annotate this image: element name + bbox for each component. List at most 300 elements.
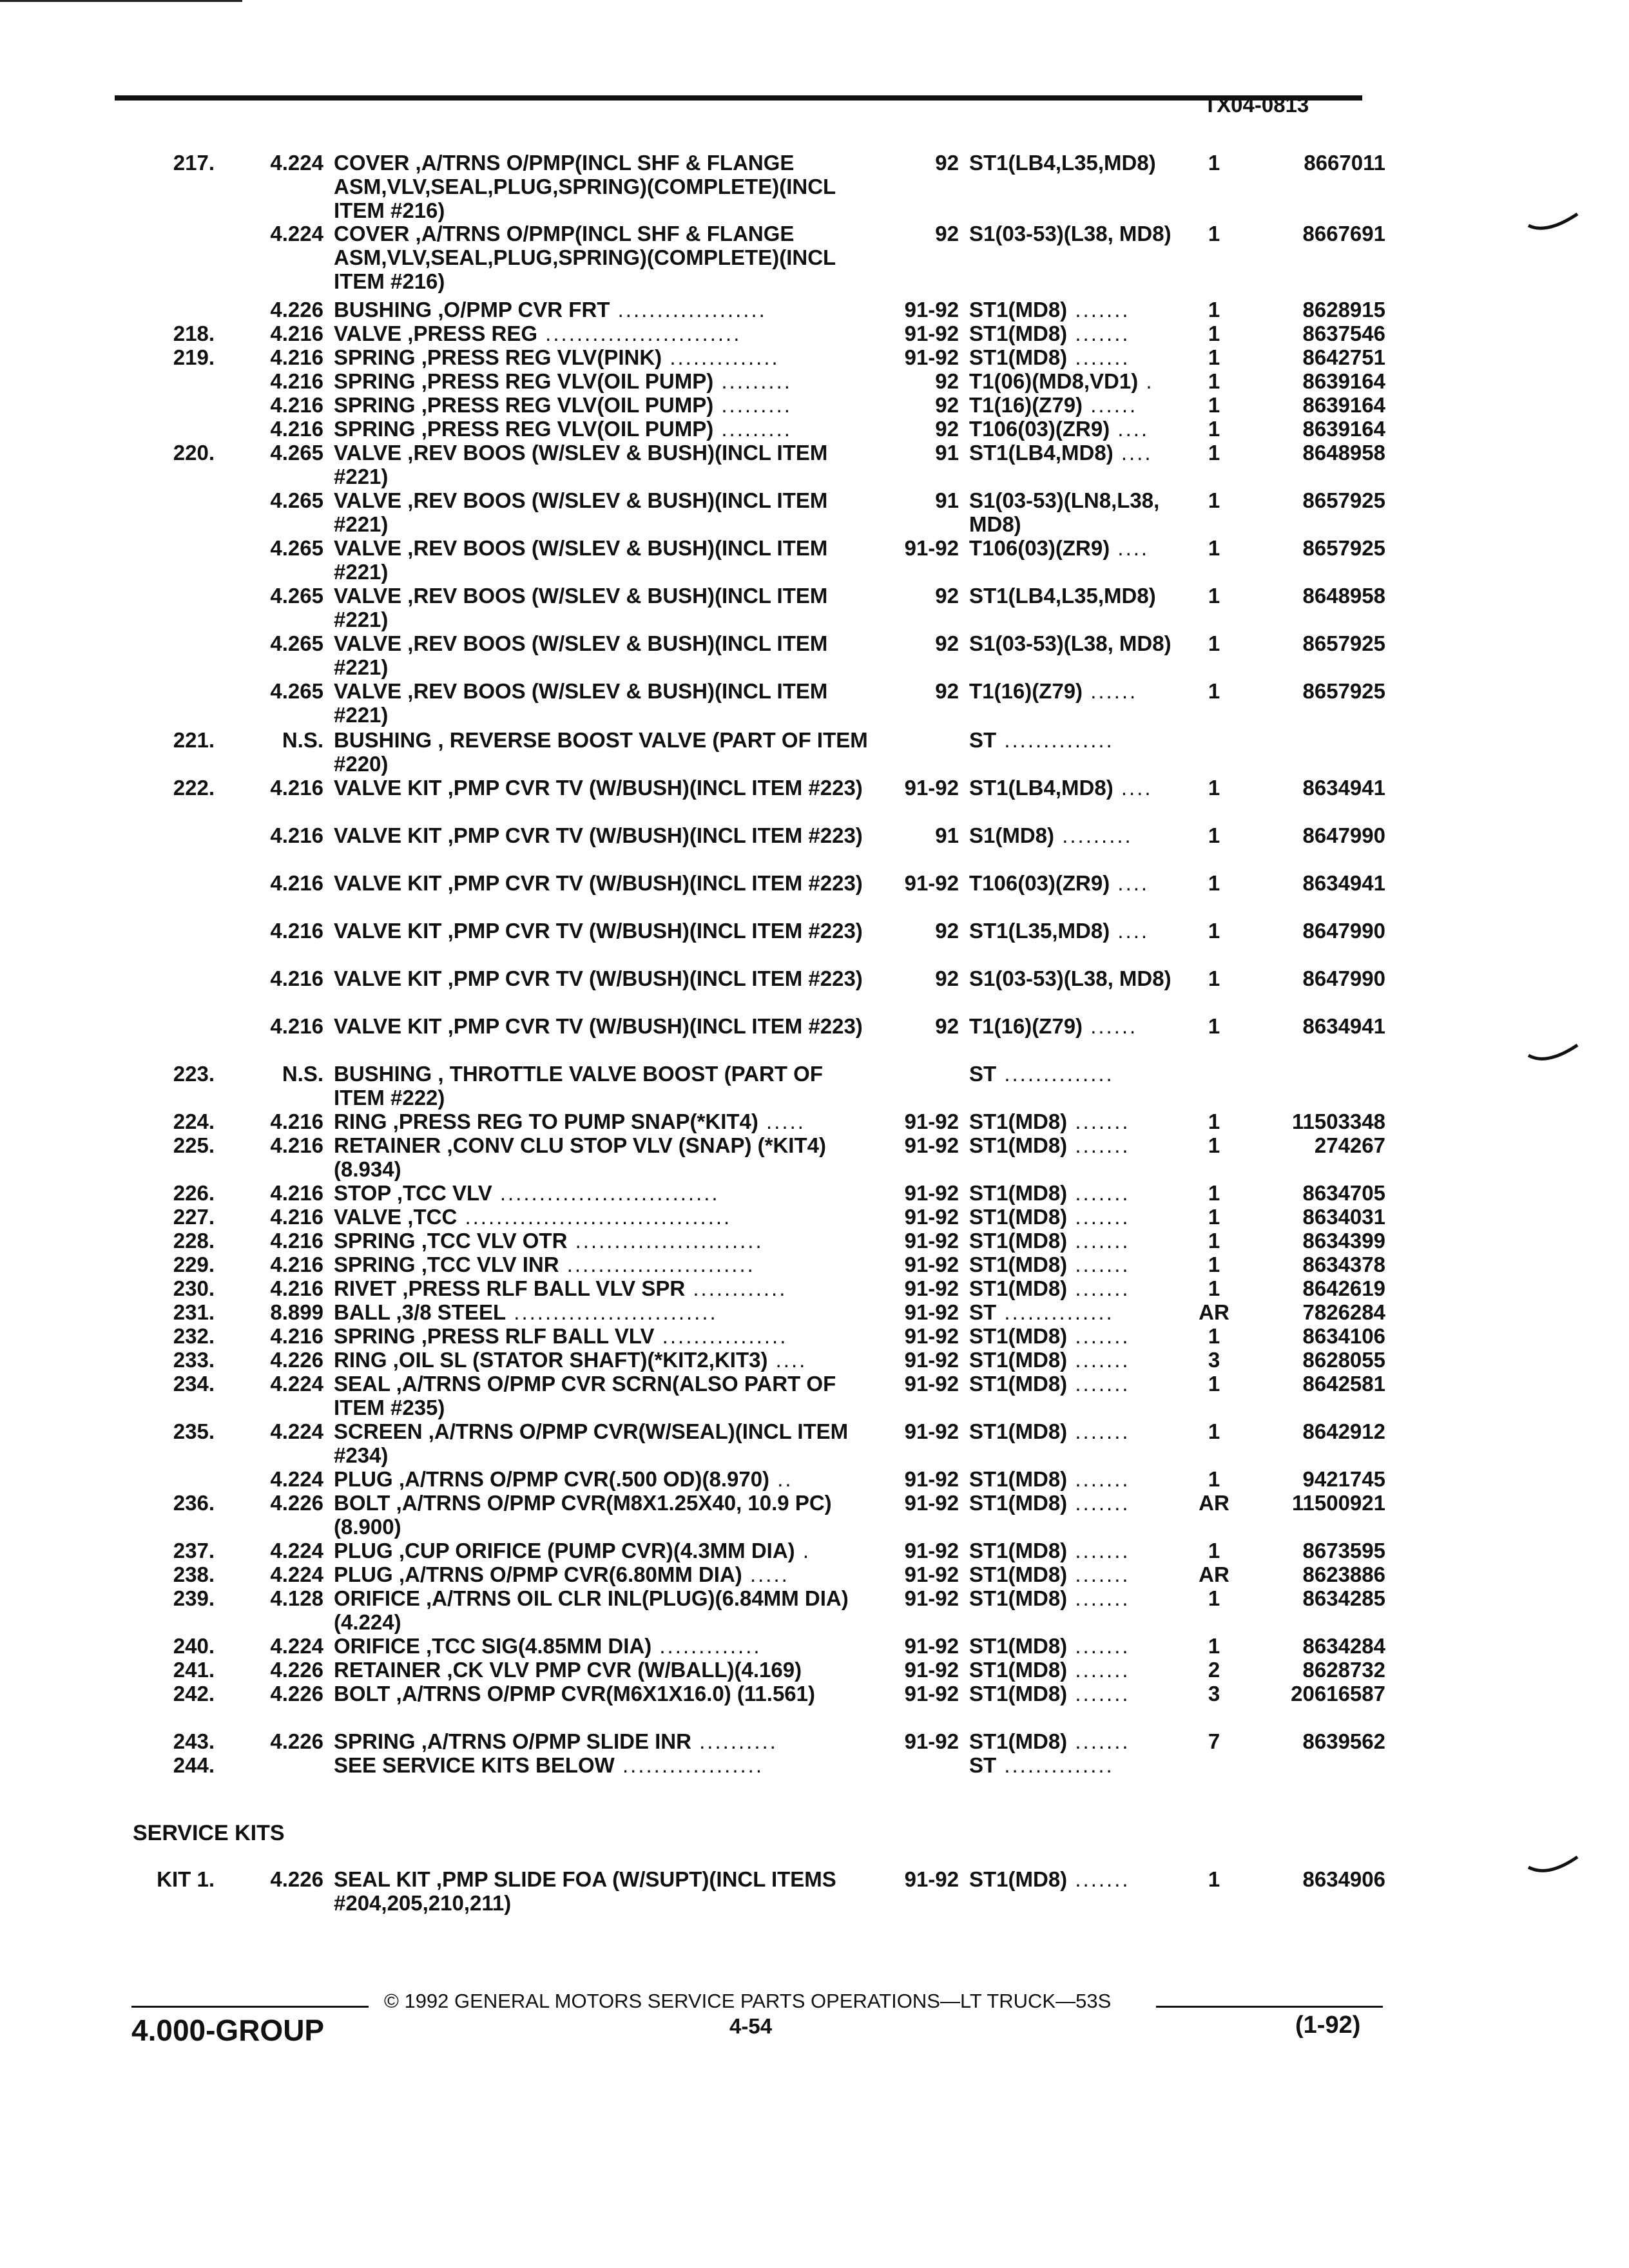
leader-dots: ................... <box>610 298 767 322</box>
part-name: SPRING <box>334 1229 416 1253</box>
usage-code <box>969 728 1193 752</box>
quantity: AR <box>1199 1300 1229 1324</box>
part-name: COVER <box>334 222 410 245</box>
usage-code <box>969 1753 1193 1777</box>
part-name: RING <box>334 1110 387 1133</box>
part-number: 8657925 <box>1302 488 1385 512</box>
usage-text: ST1(MD8) <box>969 1276 1068 1300</box>
usage-code <box>969 1348 1193 1372</box>
item-number: 219. <box>173 345 215 369</box>
description <box>334 1133 874 1181</box>
leader-dots: ....... <box>1067 1419 1130 1443</box>
group-number: 4.216 <box>270 417 323 441</box>
part-name: PLUG <box>334 1467 393 1491</box>
usage-text: T1(06)(MD8,VD1) <box>969 369 1139 393</box>
part-detail: ,REV BOOS (W/SLEV & BUSH)(INCL ITEM #221) <box>334 488 828 536</box>
group-number: 4.226 <box>270 1729 323 1753</box>
usage-text: ST1(MD8) <box>969 1229 1068 1253</box>
usage-code <box>969 966 1193 990</box>
item-number: 241. <box>173 1658 215 1682</box>
leader-dots: ......... <box>713 393 792 417</box>
item-number: 236. <box>173 1491 215 1515</box>
model-year: 91-92 <box>904 345 959 369</box>
part-number: 8667691 <box>1302 222 1385 245</box>
part-name: STOP <box>334 1181 391 1205</box>
usage-text: ST1(MD8) <box>969 345 1068 369</box>
usage-text: ST1(MD8) <box>969 1562 1068 1586</box>
group-number: 4.216 <box>270 1205 323 1229</box>
group-number: 4.128 <box>270 1586 323 1610</box>
part-number: 8648958 <box>1302 441 1385 465</box>
part-detail: ,PRESS REG <box>401 322 538 345</box>
group-number: 4.216 <box>270 1181 323 1205</box>
part-detail: ,REV BOOS (W/SLEV & BUSH)(INCL ITEM #221) <box>334 441 828 488</box>
part-name: BUSHING <box>334 1062 432 1086</box>
usage-text: ST1(MD8) <box>969 1110 1068 1133</box>
group-number: 4.226 <box>270 1491 323 1515</box>
item-number: 221. <box>173 728 215 752</box>
item-number: 228. <box>173 1229 215 1253</box>
leader-dots: ....... <box>1067 322 1130 345</box>
quantity: 1 <box>1208 584 1220 608</box>
group-number: 4.226 <box>270 1348 323 1372</box>
model-year: 91-92 <box>904 1253 959 1276</box>
quantity: 1 <box>1208 393 1220 417</box>
description <box>334 919 874 943</box>
part-number: 8657925 <box>1302 631 1385 655</box>
usage-code <box>969 417 1193 441</box>
leader-dots: ...... <box>1083 1014 1138 1038</box>
usage-code <box>969 1324 1193 1348</box>
part-number: 8657925 <box>1302 536 1385 560</box>
part-number: 8648958 <box>1302 584 1385 608</box>
part-name: BUSHING <box>334 728 432 752</box>
usage-code <box>969 222 1193 245</box>
quantity: 3 <box>1208 1682 1220 1706</box>
quantity: 1 <box>1208 871 1220 895</box>
part-name: RETAINER <box>334 1133 441 1157</box>
part-number: 8628055 <box>1302 1348 1385 1372</box>
leader-dots: .... <box>1113 776 1153 800</box>
copyright-notice: © 1992 GENERAL MOTORS SERVICE PARTS OPERATIONS—LT TRUCK—53S <box>384 1990 1112 2012</box>
model-year: 91-92 <box>904 871 959 895</box>
leader-dots: ....... <box>1067 1634 1130 1658</box>
model-year: 91-92 <box>904 322 959 345</box>
usage-code <box>969 1539 1193 1562</box>
part-name: VALVE <box>334 441 402 465</box>
description <box>334 1729 874 1753</box>
group-number: N.S. <box>282 1062 323 1086</box>
description <box>334 345 874 369</box>
leader-dots: ....... <box>1067 1133 1130 1157</box>
item-number: 242. <box>173 1682 215 1706</box>
leader-dots: .... <box>1110 536 1150 560</box>
item-number: 220. <box>173 441 215 465</box>
model-year: 92 <box>935 679 959 703</box>
usage-text: ST1(MD8) <box>969 1634 1068 1658</box>
usage-code <box>969 631 1193 655</box>
group-number: 4.265 <box>270 631 323 655</box>
quantity: 1 <box>1208 776 1220 800</box>
usage-text: S1(03-53)(L38, MD8) <box>969 631 1171 655</box>
leader-dots: ............. <box>651 1634 762 1658</box>
usage-code <box>969 1634 1193 1658</box>
group-number: 4.265 <box>270 679 323 703</box>
quantity: 1 <box>1208 1586 1220 1610</box>
part-number: 8642581 <box>1302 1372 1385 1396</box>
usage-text: ST1(MD8) <box>969 298 1068 322</box>
usage-text: ST1(MD8) <box>969 1181 1068 1205</box>
part-name: VALVE <box>334 536 402 560</box>
leader-dots: ....... <box>1067 1867 1130 1891</box>
footer-rule-left <box>131 2006 369 2008</box>
part-detail: ,PRESS REG VLV(OIL PUMP) <box>415 369 714 393</box>
leader-dots: ....... <box>1067 1324 1130 1348</box>
part-name: BOLT <box>334 1682 390 1706</box>
model-year: 91-92 <box>904 1658 959 1682</box>
usage-text: S1(03-53)(L38, MD8) <box>969 222 1171 245</box>
group-number: 4.216 <box>270 1229 323 1253</box>
model-year: 92 <box>935 417 959 441</box>
description <box>334 441 874 488</box>
usage-text: ST1(LB4,MD8) <box>969 776 1113 800</box>
group-number: 4.224 <box>270 1562 323 1586</box>
description <box>334 728 874 776</box>
quantity: 2 <box>1208 1658 1220 1682</box>
description <box>334 222 874 293</box>
part-number: 8639164 <box>1302 417 1385 441</box>
usage-text: ST1(MD8) <box>969 1467 1068 1491</box>
leader-dots: .... <box>1110 417 1150 441</box>
usage-code <box>969 1372 1193 1396</box>
part-name: SPRING <box>334 393 416 417</box>
part-detail: ,PRESS RLF BALL VLV SPR <box>396 1276 686 1300</box>
part-name: RIVET <box>334 1276 397 1300</box>
group-number: 4.226 <box>270 1658 323 1682</box>
leader-dots: . <box>1138 369 1154 393</box>
model-year: 92 <box>935 222 959 245</box>
model-year: 91-92 <box>904 1133 959 1157</box>
group-number: 8.899 <box>270 1300 323 1324</box>
part-number: 8647990 <box>1302 823 1385 847</box>
item-number: 239. <box>173 1586 215 1610</box>
part-detail: ,CK VLV PMP CVR (W/BALL)(4.169) <box>441 1658 802 1682</box>
group-number: 4.216 <box>270 823 323 847</box>
leader-dots: ........................ <box>559 1253 755 1276</box>
quantity: 1 <box>1208 1634 1220 1658</box>
part-number: 8637546 <box>1302 322 1385 345</box>
leader-dots: . <box>795 1539 811 1562</box>
part-number: 8634031 <box>1302 1205 1385 1229</box>
leader-dots: .................................. <box>457 1205 732 1229</box>
part-detail: ,A/TRNS O/PMP CVR SCRN(ALSO PART OF ITEM #235) <box>334 1372 836 1419</box>
group-number: 4.224 <box>270 1539 323 1562</box>
description <box>334 1491 874 1539</box>
description <box>334 1253 874 1276</box>
leader-dots: .............. <box>996 728 1114 752</box>
part-name: PLUG <box>334 1562 393 1586</box>
item-number: 218. <box>173 322 215 345</box>
description <box>334 1419 874 1467</box>
description <box>334 631 874 679</box>
item-number: 231. <box>173 1300 215 1324</box>
part-detail: ,TCC VLV OTR <box>415 1229 568 1253</box>
usage-text: ST1(MD8) <box>969 322 1068 345</box>
quantity: 1 <box>1208 345 1220 369</box>
usage-text: ST1(MD8) <box>969 1491 1068 1515</box>
description <box>334 488 874 536</box>
part-name: BUSHING <box>334 298 432 322</box>
model-year: 91-92 <box>904 1205 959 1229</box>
group-number: 4.216 <box>270 966 323 990</box>
part-number: 8639562 <box>1302 1729 1385 1753</box>
model-year: 91-92 <box>904 536 959 560</box>
model-year: 91 <box>935 441 959 465</box>
part-name: SPRING <box>334 1253 416 1276</box>
model-year: 92 <box>935 369 959 393</box>
part-detail: ,PRESS REG VLV(PINK) <box>415 345 662 369</box>
revision-date: (1-92) <box>1295 2012 1361 2039</box>
model-year: 91-92 <box>904 1181 959 1205</box>
part-number: 11500921 <box>1291 1491 1385 1515</box>
part-detail: ,TCC VLV INR <box>415 1253 559 1276</box>
description <box>334 679 874 727</box>
document-code: TX04-0813 <box>1204 93 1309 117</box>
quantity: 1 <box>1208 1110 1220 1133</box>
usage-code <box>969 298 1193 322</box>
usage-text: T1(16)(Z79) <box>969 1014 1083 1038</box>
quantity: 1 <box>1208 1539 1220 1562</box>
leader-dots: ....... <box>1067 1682 1130 1706</box>
group-number: 4.216 <box>270 1324 323 1348</box>
part-name: VALVE KIT <box>334 966 442 990</box>
leader-dots: ......... <box>713 369 792 393</box>
usage-code <box>969 1419 1193 1443</box>
description <box>334 369 874 393</box>
part-name: ORIFICE <box>334 1634 420 1658</box>
part-number: 8628915 <box>1302 298 1385 322</box>
usage-code <box>969 1586 1193 1610</box>
description <box>334 417 874 441</box>
usage-text: ST1(MD8) <box>969 1658 1068 1682</box>
usage-code <box>969 322 1193 345</box>
part-detail: ,OIL SL (STATOR SHAFT)(*KIT2,KIT3) <box>387 1348 768 1372</box>
item-number: 224. <box>173 1110 215 1133</box>
item-number: 243. <box>173 1729 215 1753</box>
part-name: BALL <box>334 1300 390 1324</box>
usage-code <box>969 151 1193 175</box>
part-detail: , REVERSE BOOST VALVE (PART OF ITEM #220) <box>334 728 868 776</box>
part-number: 8623886 <box>1302 1562 1385 1586</box>
model-year: 92 <box>935 631 959 655</box>
model-year: 91-92 <box>904 1419 959 1443</box>
group-number: 4.216 <box>270 1253 323 1276</box>
part-name: VALVE <box>334 488 402 512</box>
quantity: 1 <box>1208 417 1220 441</box>
part-name: SPRING <box>334 1729 416 1753</box>
usage-text: T106(03)(ZR9) <box>969 871 1110 895</box>
usage-text: ST <box>969 1300 997 1324</box>
part-name: COVER <box>334 151 410 175</box>
model-year: 91-92 <box>904 776 959 800</box>
description <box>334 1181 874 1205</box>
model-year: 91 <box>935 488 959 512</box>
part-name: VALVE <box>334 584 402 608</box>
leader-dots: ....... <box>1067 1229 1130 1253</box>
leader-dots: ............ <box>685 1276 787 1300</box>
model-year: 91-92 <box>904 1229 959 1253</box>
group-number: 4.224 <box>270 1634 323 1658</box>
item-number: 240. <box>173 1634 215 1658</box>
check-mark <box>1527 213 1579 236</box>
quantity: 1 <box>1208 222 1220 245</box>
quantity: 1 <box>1208 1867 1220 1891</box>
usage-text: S1(03-53)(L38, MD8) <box>969 966 1171 990</box>
part-detail: ,PRESS REG VLV(OIL PUMP) <box>415 417 714 441</box>
leader-dots: ....... <box>1067 1562 1130 1586</box>
leader-dots: ..... <box>742 1562 789 1586</box>
leader-dots: ...... <box>1083 679 1138 703</box>
item-number: 223. <box>173 1062 215 1086</box>
part-name: RETAINER <box>334 1658 441 1682</box>
usage-text: ST1(MD8) <box>969 1348 1068 1372</box>
item-number: 232. <box>173 1324 215 1348</box>
part-number: 8628732 <box>1302 1658 1385 1682</box>
quantity: 1 <box>1208 488 1220 512</box>
part-name: VALVE KIT <box>334 1014 442 1038</box>
part-name: SEAL <box>334 1372 390 1396</box>
model-year: 91-92 <box>904 1348 959 1372</box>
item-number: 233. <box>173 1348 215 1372</box>
usage-text: T1(16)(Z79) <box>969 679 1083 703</box>
model-year: 91-92 <box>904 1634 959 1658</box>
usage-text: ST <box>969 1753 997 1777</box>
leader-dots: .... <box>1110 871 1150 895</box>
part-number: 8639164 <box>1302 393 1385 417</box>
part-number: 9421745 <box>1302 1467 1385 1491</box>
group-number: 4.216 <box>270 1276 323 1300</box>
group-number: 4.216 <box>270 776 323 800</box>
model-year: 91-92 <box>904 1729 959 1753</box>
quantity: 1 <box>1208 1324 1220 1348</box>
leader-dots: .......................... <box>506 1300 718 1324</box>
item-number: 217. <box>173 151 215 175</box>
model-year: 91-92 <box>904 1562 959 1586</box>
part-name: VALVE <box>334 631 402 655</box>
group-number: 4.265 <box>270 441 323 465</box>
part-number: 8634941 <box>1302 871 1385 895</box>
description <box>334 1539 874 1562</box>
description <box>334 1014 874 1038</box>
quantity: 1 <box>1208 298 1220 322</box>
part-detail: ,A/TRNS O/PMP(INCL SHF & FLANGE ASM,VLV,SEAL,PLUG,SPRING)(COMPLETE)(INCL ITEM #216) <box>334 151 836 222</box>
leader-dots: ................ <box>654 1324 788 1348</box>
model-year: 91 <box>935 823 959 847</box>
leader-dots: ....... <box>1067 1658 1130 1682</box>
quantity: AR <box>1199 1562 1229 1586</box>
usage-text: ST1(LB4,L35,MD8) <box>969 151 1156 175</box>
usage-text: T106(03)(ZR9) <box>969 417 1110 441</box>
model-year: 91-92 <box>904 1300 959 1324</box>
group-label: 4.000-GROUP <box>131 2013 325 2047</box>
part-number: 8667011 <box>1304 151 1385 175</box>
quantity: 1 <box>1208 1181 1220 1205</box>
usage-code <box>969 1133 1193 1157</box>
quantity: 1 <box>1208 1467 1220 1491</box>
quantity: 1 <box>1208 919 1220 943</box>
part-detail: ,A/TRNS O/PMP CVR(6.80MM DIA) <box>392 1562 742 1586</box>
part-detail: ,A/TRNS O/PMP CVR(W/SEAL)(INCL ITEM #234) <box>334 1419 849 1467</box>
usage-text: ST1(MD8) <box>969 1682 1068 1706</box>
part-number: 8642619 <box>1302 1276 1385 1300</box>
part-number: 8642912 <box>1302 1419 1385 1443</box>
leader-dots: ....... <box>1067 298 1130 322</box>
leader-dots: ....... <box>1067 1467 1130 1491</box>
model-year: 91-92 <box>904 1110 959 1133</box>
part-detail: ,PMP CVR TV (W/BUSH)(INCL ITEM #223) <box>441 1014 863 1038</box>
part-detail: , THROTTLE VALVE BOOST (PART OF ITEM #222) <box>334 1062 823 1110</box>
leader-dots: .... <box>767 1348 807 1372</box>
part-detail: ,REV BOOS (W/SLEV & BUSH)(INCL ITEM #221) <box>334 631 828 679</box>
part-detail: ,TCC SIG(4.85MM DIA) <box>419 1634 652 1658</box>
usage-text: S1(MD8) <box>969 823 1055 847</box>
part-number: 8634941 <box>1302 1014 1385 1038</box>
quantity: 1 <box>1208 1253 1220 1276</box>
part-detail: ,PMP SLIDE FOA (W/SUPT)(INCL ITEMS #204,205,210,211) <box>334 1867 836 1915</box>
quantity: 1 <box>1208 1372 1220 1396</box>
usage-code <box>969 1467 1193 1491</box>
usage-code <box>969 1110 1193 1133</box>
part-detail: ,CUP ORIFICE (PUMP CVR)(4.3MM DIA) <box>392 1539 795 1562</box>
leader-dots: ......................... <box>537 322 742 345</box>
usage-code <box>969 1729 1193 1753</box>
usage-text: ST1(MD8) <box>969 1253 1068 1276</box>
description <box>334 1229 874 1253</box>
group-number: 4.224 <box>270 151 323 175</box>
item-number: 226. <box>173 1181 215 1205</box>
service-kits-heading: SERVICE KITS <box>133 1821 285 1845</box>
part-number: 11503348 <box>1291 1110 1385 1133</box>
usage-code <box>969 679 1193 703</box>
group-number: N.S. <box>282 728 323 752</box>
description <box>334 1562 874 1586</box>
usage-text: ST1(MD8) <box>969 1324 1068 1348</box>
model-year: 91-92 <box>904 1867 959 1891</box>
model-year: 91-92 <box>904 1276 959 1300</box>
group-number: 4.224 <box>270 1467 323 1491</box>
part-detail: ,A/TRNS O/PMP CVR(.500 OD)(8.970) <box>392 1467 770 1491</box>
leader-dots: .............. <box>996 1062 1114 1086</box>
footer-rule-right <box>1156 2006 1383 2008</box>
usage-code <box>969 1682 1193 1706</box>
description <box>334 298 874 322</box>
item-number: KIT 1. <box>157 1867 215 1891</box>
part-detail: ,CONV CLU STOP VLV (SNAP) (*KIT4)(8.934) <box>334 1133 826 1181</box>
quantity: 1 <box>1208 369 1220 393</box>
leader-dots: ....... <box>1067 1491 1130 1515</box>
usage-code <box>969 345 1193 369</box>
leader-dots: .. <box>769 1467 793 1491</box>
leader-dots: .............. <box>996 1300 1114 1324</box>
item-number: 234. <box>173 1372 215 1396</box>
description <box>334 1348 874 1372</box>
description <box>334 322 874 345</box>
leader-dots: ....... <box>1067 1110 1130 1133</box>
part-name: VALVE <box>334 1205 402 1229</box>
part-detail: ,A/TRNS O/PMP CVR(M6X1X16.0) (11.561) <box>390 1682 815 1706</box>
part-number: 7826284 <box>1302 1300 1385 1324</box>
leader-dots: ...... <box>1083 393 1138 417</box>
